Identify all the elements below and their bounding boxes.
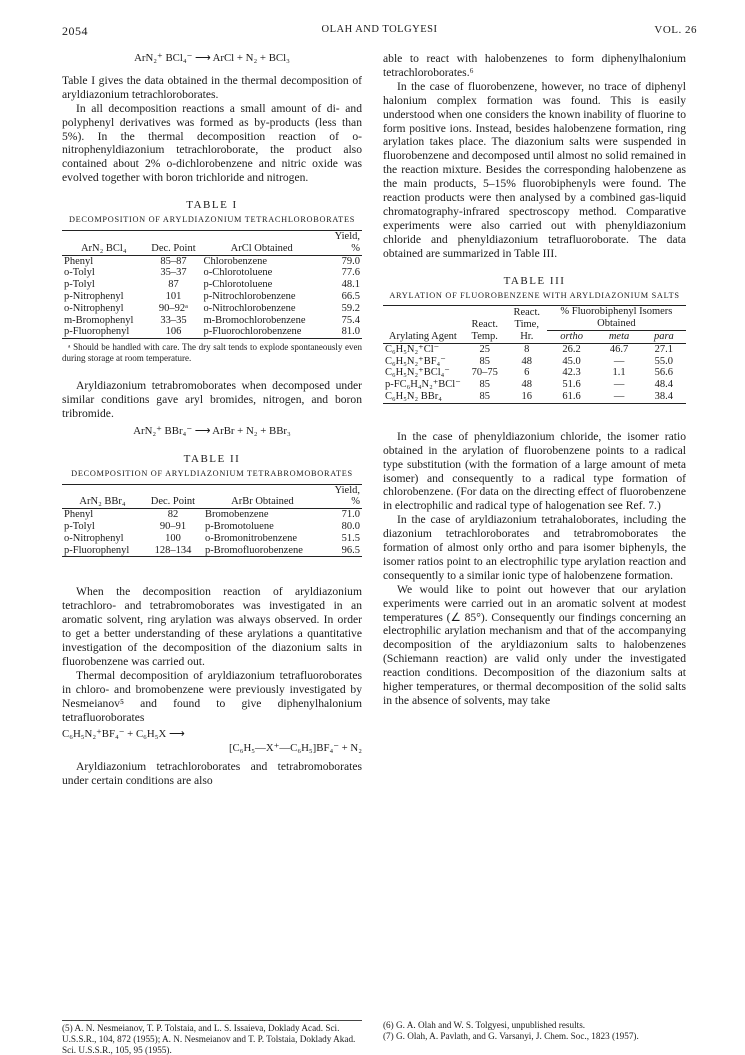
table-row <box>62 315 362 327</box>
table-cell: 51.5 <box>341 532 360 544</box>
table-cell: p-Bromotoluene <box>204 520 274 532</box>
table-cell: 25 <box>479 343 490 355</box>
paragraph: Aryldiazonium tetrachloroborates and tetrabromoborates under certain conditions are also <box>62 760 362 788</box>
table-row <box>62 326 362 338</box>
paragraph: When the decomposition reaction of aryldiazonium tetrachloro- and tetrabromoborates was investigated in an aromatic solvent, ring arylation was always observed. In order to get a better understanding of these arylations a quantitative investigation of the decomposition of the diazonium salts in fluorobenzene was carried out. <box>62 585 362 668</box>
paragraph: In the case of fluorobenzene, however, no trace of diphenyl halonium complex formation was found. This is easily understood when one considers the known inability of fluorine to form positive ions. Instead, besides halobenzene formation, ring arylation takes place. The diazonium salts were suspended in fluorobenzene and decomposed until almost no solid remained in the reaction mixture. Besides the corresponding halobenzene as the main products, 5–15% fluorobiphenyls were found. The reaction products were then analysed by a combined gas-liquid chromatography-infrared spectroscopy method. Comparative experiments were also carried out with phenyldiazonium chloride and phenyldiazonium tetrafluoroborate. The data obtained are summarized in Table III. <box>383 79 686 260</box>
table-cell: 128–134 <box>143 545 203 557</box>
table-cell: 42.3 <box>562 367 581 379</box>
table-row <box>62 533 362 545</box>
table-cell: 48.1 <box>341 279 360 291</box>
table-cell: — <box>613 379 625 391</box>
table-cell: Bromobenzene <box>204 509 269 521</box>
table-cell: 66.5 <box>341 290 360 302</box>
column-header: React. Temp. <box>463 306 507 343</box>
table-cell: p-FC₆H₄N₂⁺BCl⁻ <box>385 379 461 391</box>
column-header: ArBr Obtained <box>203 484 322 509</box>
column-header: ArN₂ BCl₄ <box>62 230 145 255</box>
table-cell: o-Bromonitrobenzene <box>204 532 298 544</box>
column-header: ArCl Obtained <box>201 230 322 255</box>
table-title: DECOMPOSITION OF ARYLDIAZONIUM TETRABROMOBORATES <box>71 468 353 478</box>
table-cell: 82 <box>167 509 179 521</box>
table-footnote: ᵃ Should be handled with care. The dry salt tends to explode spontaneously even during storage at room temperature. <box>62 342 362 363</box>
table-3 <box>383 305 686 403</box>
table-row <box>383 356 686 368</box>
table-caption: TABLE III <box>503 274 566 287</box>
running-head: OLAH AND TOLGYESI <box>321 24 438 35</box>
column-header: meta <box>596 331 641 344</box>
reference-6: (6) G. A. Olah and W. S. Tolgyesi, unpublished results. <box>383 1020 586 1030</box>
table-cell: 85 <box>479 355 490 367</box>
table-cell: 75.4 <box>341 314 360 326</box>
equation-halonium-b: [C₆H₅—X⁺—C₆H₅]BF₄⁻ + N₂ <box>228 742 362 755</box>
column-header: React. Time, Hr. <box>507 306 547 343</box>
page-header <box>62 24 697 40</box>
table-row <box>62 509 362 521</box>
table-cell: m-Bromophenyl <box>64 314 134 326</box>
table-cell: 56.6 <box>654 367 674 379</box>
column-header: ArN₂ BBr₄ <box>62 484 143 509</box>
table-cell: 81.0 <box>322 326 362 338</box>
column-header: Dec. Point <box>145 230 201 255</box>
column-header: ortho <box>547 331 597 344</box>
table-cell: 106 <box>145 326 201 338</box>
table-cell: p-Fluorophenyl <box>62 326 145 338</box>
table-title: ARYLATION OF FLUOROBENZENE WITH ARYLDIAZONIUM SALTS <box>389 290 680 300</box>
paragraph: In the case of aryldiazonium tetrahaloborates, including the diazonium tetrachloroborates and tetrabromoborates the formation of almost only ortho and para isomer biphenyls, the isomer ratios point to an electrophilic type arylation reaction and consequently to a similar ionic type of halobenzene formation. <box>383 513 686 582</box>
table-cell: 70–75 <box>471 367 498 379</box>
table-row <box>62 267 362 279</box>
table-cell: 1.1 <box>612 367 626 379</box>
table-row <box>62 303 362 315</box>
table-cell: p-Tolyl <box>64 279 95 291</box>
paragraph: In the case of phenyldiazonium chloride, the isomer ratio obtained in the arylation of fluorobenzene points to a radical type substitution (with the formation of a large amount of meta isomer) and consequently to a radical type formation of chlorobenzene. (For data on the directing effect of fluorobenzene in electrophilic and radical type of halogenation see Ref. 7.) <box>383 429 686 513</box>
paragraph: In all decomposition reactions a small amount of di- and polyphenyl derivatives was formed as by-products (less than 5%). In the thermal decomposition reaction of o-nitrophenyldiazonium tetrachloroborate, the product also contained about 2% o-dichlorobenzene and nitric oxide was evolved together with boron trichloride and nitrogen. <box>62 101 362 185</box>
right-column <box>383 52 686 708</box>
table-cell: 90–92ᵃ <box>158 302 189 314</box>
table-cell: o-Nitrochlorobenzene <box>203 302 296 314</box>
paragraph: Aryldiazonium tetrabromoborates when decomposed under similar conditions gave aryl bromides, nitrogen, and boron tribromide. <box>62 379 362 420</box>
page-number: 2054 <box>62 24 88 38</box>
table-row <box>383 367 686 379</box>
table-cell: o-Tolyl <box>64 267 95 279</box>
table-cell: m-Bromochlorobenzene <box>203 314 306 326</box>
table-cell: 51.6 <box>562 379 581 391</box>
table-cell: Chlorobenzene <box>203 255 268 267</box>
table-cell: 46.7 <box>609 343 629 355</box>
table-cell: 33–35 <box>160 314 187 326</box>
table-cell: o-Chlorotoluene <box>203 267 273 279</box>
table-row <box>383 343 686 355</box>
table-cell: 80.0 <box>341 520 360 532</box>
equation-halonium-a: C₆H₅N₂⁺BF₄⁻ + C₆H₅X ⟶ <box>62 728 185 741</box>
table-cell: Phenyl <box>64 509 94 521</box>
table-row <box>383 391 686 403</box>
volume-label: VOL. 26 <box>654 24 697 36</box>
table-1 <box>62 230 362 339</box>
table-cell: C₆H₅N₂⁺BCl₄⁻ <box>385 367 450 379</box>
table-caption: TABLE I <box>186 199 238 212</box>
table-cell: — <box>596 391 641 403</box>
table-2 <box>62 484 362 558</box>
table-cell: 85 <box>463 391 507 403</box>
table-row <box>62 255 362 267</box>
table-cell: C₆H₅N₂ BBr₄ <box>383 391 463 403</box>
table-caption: TABLE II <box>183 452 241 465</box>
column-header: Dec. Point <box>143 484 203 509</box>
table-row <box>62 279 362 291</box>
table-cell: 38.4 <box>642 391 686 403</box>
paragraph: able to react with halobenzenes to form diphenylhalonium tetrachloroborates.⁶ <box>383 52 686 79</box>
paragraph: Thermal decomposition of aryldiazonium tetrafluoroborates in chloro- and bromobenzene were previously investigated by Nesmeianov⁵ and found to give diphenylhalonium tetrafluoroborates <box>62 668 362 724</box>
table-cell: p-Nitrophenyl <box>64 290 124 302</box>
table-cell: 45.0 <box>562 355 581 367</box>
table-cell: 77.6 <box>341 267 360 279</box>
reference-7: (7) G. Olah, A. Pavlath, and G. Varsanyi, J. Chem. Soc., 1823 (1957). <box>383 1031 639 1041</box>
table-cell: Phenyl <box>64 255 94 267</box>
table-cell: p-Fluorophenyl <box>62 545 143 557</box>
table-cell: 101 <box>165 290 182 302</box>
table-cell: 8 <box>524 343 530 355</box>
table-cell: 61.6 <box>547 391 597 403</box>
table-cell: 59.2 <box>341 302 360 314</box>
table-cell: 85–87 <box>160 255 187 267</box>
table-title: DECOMPOSITION OF ARYLDIAZONIUM TETRACHLOROBORATES <box>68 215 356 225</box>
column-group-header: % Fluorobiphenyl Isomers Obtained <box>547 306 686 331</box>
table-cell: 6 <box>524 367 530 379</box>
paragraph: We would like to point out however that our arylation experiments were carried out in an aromatic solvent at modest temperatures (∠ 85°). Consequently our findings concerning an electrophilic arylation mechanism and that of the accompanying decomposition of the aryldiazonium salts to halobenzenes (Schiemann reaction) are valid only under the investigated reaction conditions. Decomposition of the diazonium salts at higher temperatures, or thermal decomposition of the solid salts in the absence of solvents, may take <box>383 582 686 707</box>
table-row <box>383 379 686 391</box>
left-column <box>62 52 362 788</box>
column-header: Yield, % <box>322 230 362 255</box>
column-header: Arylating Agent <box>383 306 463 343</box>
column-header: para <box>642 331 686 344</box>
table-cell: 85 <box>479 379 490 391</box>
table-cell: 48 <box>521 355 532 367</box>
table-cell: 55.0 <box>654 355 674 367</box>
table-cell: 16 <box>507 391 547 403</box>
table-cell: 48.4 <box>654 379 674 391</box>
table-cell: 48 <box>521 379 532 391</box>
column-header: Yield, % <box>322 484 362 509</box>
table-cell: C₆H₅N₂⁺BF₄⁻ <box>385 355 446 367</box>
table-cell: o-Nitrophenyl <box>64 302 124 314</box>
table-cell: 27.1 <box>654 343 674 355</box>
table-cell: 100 <box>165 532 181 544</box>
table-cell: 90–91 <box>159 520 187 532</box>
table-row <box>62 291 362 303</box>
table-cell: p-Bromofluorobenzene <box>203 545 322 557</box>
table-cell: 35–37 <box>160 267 187 279</box>
table-cell: 71.0 <box>341 509 360 521</box>
table-cell: p-Chlorotoluene <box>203 279 273 291</box>
table-cell: 26.2 <box>562 343 581 355</box>
table-cell: o-Nitrophenyl <box>64 532 124 544</box>
table-cell: C₆H₅N₂⁺Cl⁻ <box>385 343 440 355</box>
reference-5: (5) A. N. Nesmeianov, T. P. Tolstaia, and L. S. Issaieva, Doklady Acad. Sci. U.S.S.R., 104, 872 (1955); A. N. Nesmeianov and T. P. Tolstaia, Doklady Akad. Sci. U.S.S.R., 105, 95 (1955). <box>62 1020 362 1055</box>
table-cell: p-Nitrochlorobenzene <box>203 290 296 302</box>
table-cell: p-Fluorochlorobenzene <box>201 326 322 338</box>
table-row <box>62 521 362 533</box>
table-cell: 87 <box>168 279 179 291</box>
table-cell: 79.0 <box>341 255 360 267</box>
equation-chloro: ArN₂⁺ BCl₄⁻ ⟶ ArCl + N₂ + BCl₃ <box>134 52 290 64</box>
equation-bromo: ArN₂⁺ BBr₄⁻ ⟶ ArBr + N₂ + BBr₃ <box>133 424 291 437</box>
paragraph: Table I gives the data obtained in the thermal decomposition of aryldiazonium tetrachloroborates. <box>62 73 362 101</box>
table-cell: 96.5 <box>322 545 362 557</box>
table-cell: — <box>613 355 625 367</box>
table-row <box>62 545 362 557</box>
table-cell: p-Tolyl <box>64 520 95 532</box>
